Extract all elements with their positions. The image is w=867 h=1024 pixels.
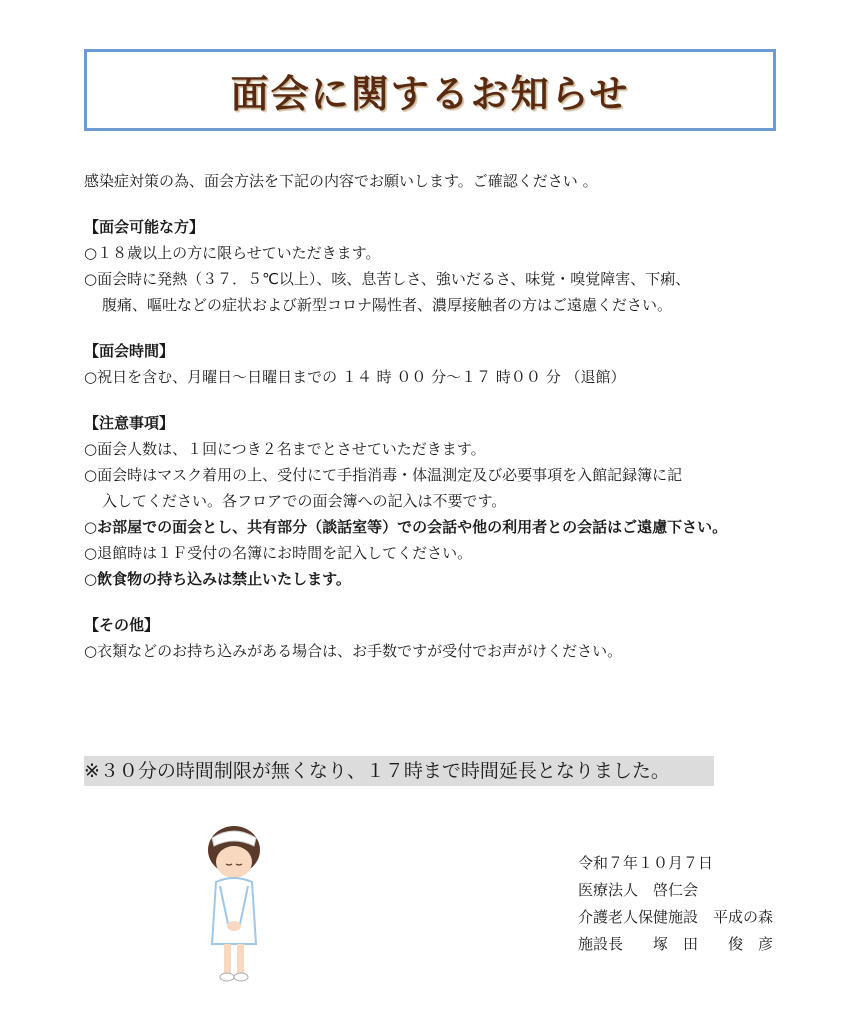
section-heading: 【注意事項】 — [84, 414, 175, 432]
section-visitors — [84, 214, 804, 318]
signature-block — [578, 850, 773, 958]
list-item-emphasis: ○飲食物の持ち込みは禁止いたします。 — [84, 570, 351, 588]
intro-text: 感染症対策の為、面会方法を下記の内容でお願いします。ご確認ください 。 — [84, 172, 598, 190]
bowing-nurse-illustration — [196, 824, 272, 984]
facility-name: 介護老人保健施設 平成の森 — [578, 908, 774, 926]
section-hours — [84, 338, 804, 390]
notice-body — [84, 168, 804, 684]
list-item-continuation: 入してください。各フロアでの面会簿への記入は不要です。 — [102, 492, 507, 510]
list-item: ○衣類などのお持ち込みがある場合は、お手数ですが受付でお声がけください。 — [84, 642, 623, 660]
title-box — [84, 49, 776, 131]
list-item: ○祝日を含む、月曜日～日曜日までの １４ 時 ００ 分～１７ 時００ 分 （退館） — [84, 368, 626, 386]
list-item: ○退館時は１Ｆ受付の名簿にお時間を記入してください。 — [84, 544, 473, 562]
director-name: 施設長 塚 田 俊 彦 — [578, 935, 774, 953]
list-item: ○面会人数は、１回につき２名までとさせていただきます。 — [84, 440, 486, 458]
page-title: 面会に関するお知らせ — [230, 71, 630, 116]
list-item: ○１８歳以上の方に限らせていただきます。 — [84, 244, 381, 262]
section-heading: 【面会可能な方】 — [84, 218, 205, 236]
list-item-continuation: 腹痛、嘔吐などの症状および新型コロナ陽性者、濃厚接触者の方はご遠慮ください。 — [102, 296, 673, 314]
section-heading: 【面会時間】 — [84, 342, 175, 360]
corporation-name: 医療法人 啓仁会 — [578, 881, 699, 899]
section-other — [84, 612, 804, 664]
list-item: ○面会時に発熱（３７．５℃以上）、咳、息苦しさ、強いだるさ、味覚・嗅覚障害、下痢、 — [84, 270, 691, 288]
section-heading: 【その他】 — [84, 616, 160, 634]
highlight-notice: ※３０分の時間制限が無くなり、１７時まで時間延長となりました。 — [84, 756, 714, 786]
list-item: ○面会時はマスク着用の上、受付にて手指消毒・体温測定及び必要事項を入館記録簿に記 — [84, 466, 683, 484]
issue-date: 令和７年１０月７日 — [578, 854, 714, 872]
list-item-emphasis: ○お部屋での面会とし、共有部分（談話室等）での会話や他の利用者との会話はご遠慮下さい。 — [84, 518, 728, 536]
section-cautions — [84, 410, 804, 592]
